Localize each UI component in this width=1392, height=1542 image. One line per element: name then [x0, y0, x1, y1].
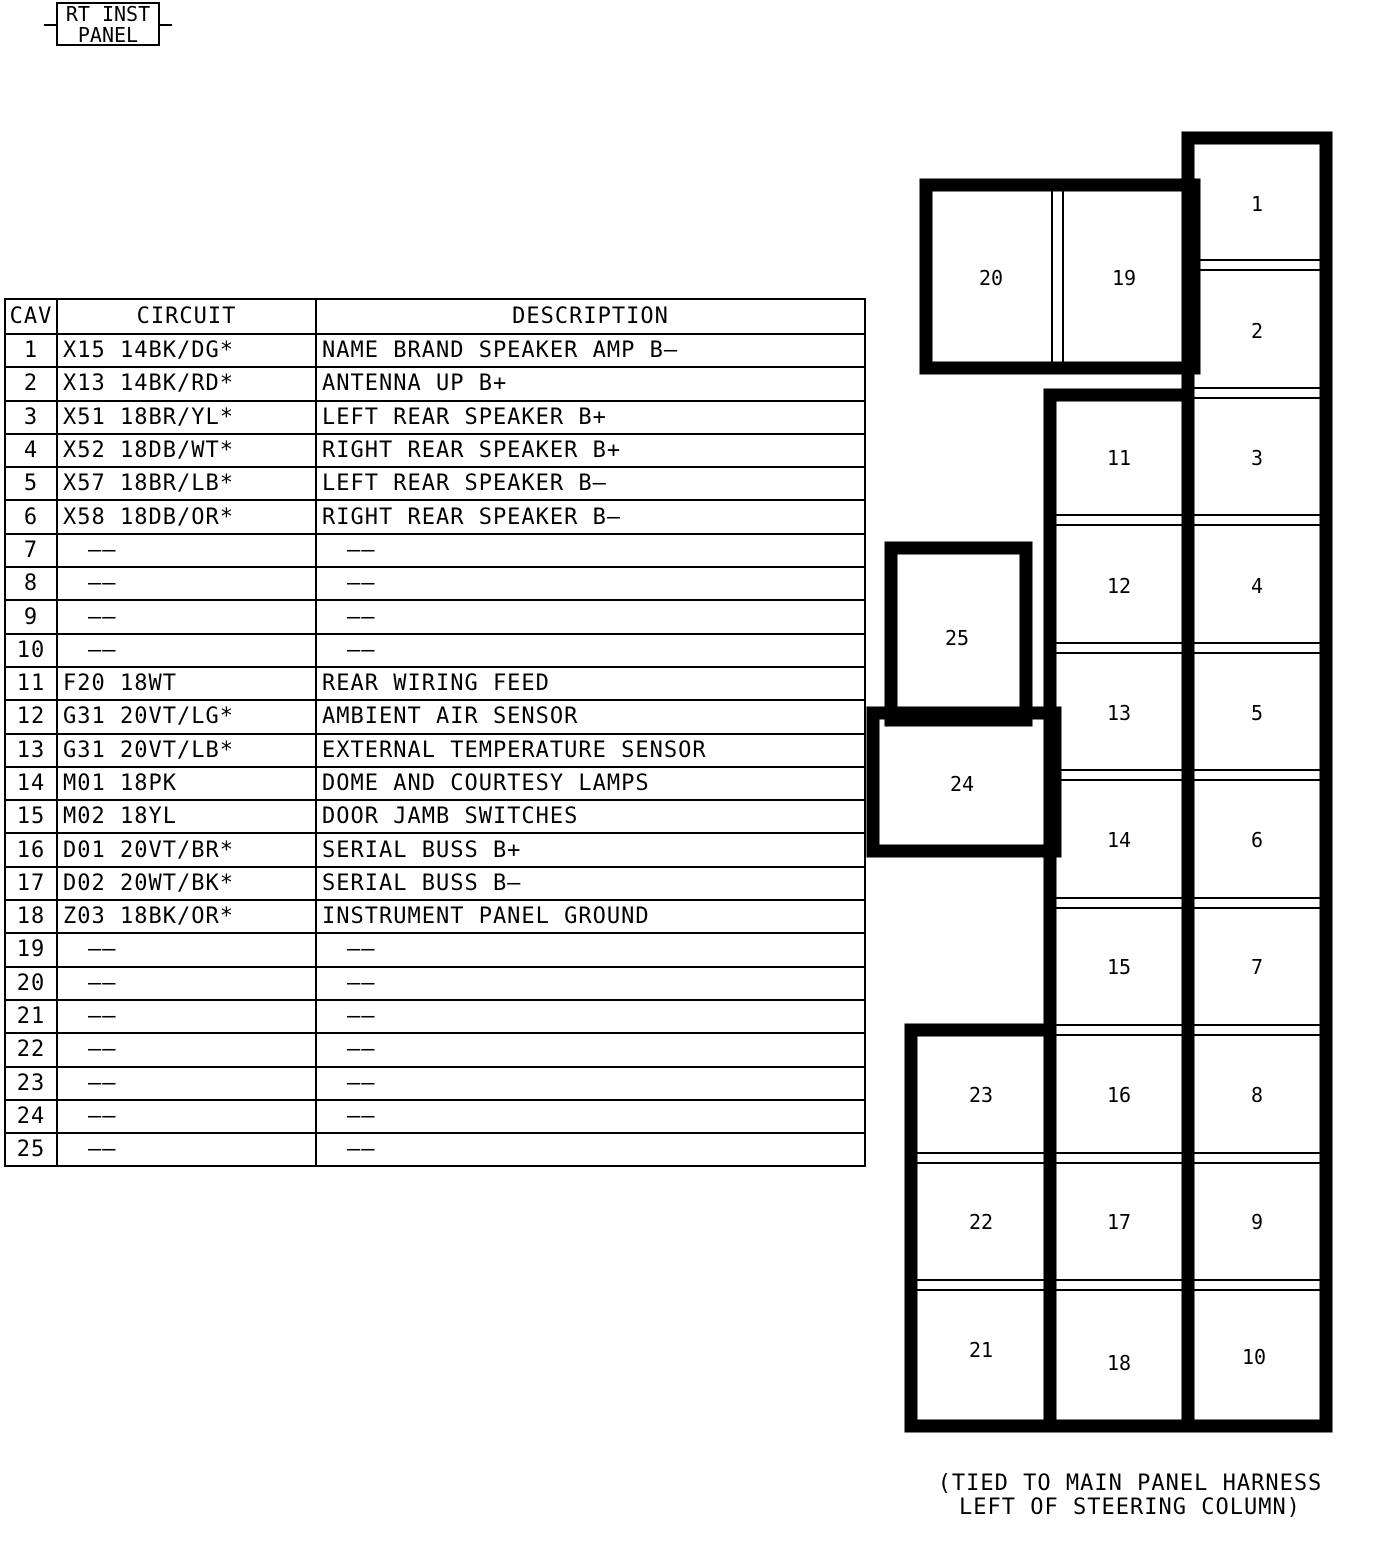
- table-row: [5, 767, 865, 800]
- cavity-label-22: 22: [968, 1210, 994, 1234]
- table-row: [5, 900, 865, 933]
- description-cell: AMBIENT AIR SENSOR: [316, 700, 865, 733]
- circuit-cell: X58 18DB/OR*: [57, 500, 316, 533]
- cavity-label-19: 19: [1111, 266, 1137, 290]
- cavity-label-18: 18: [1106, 1351, 1132, 1375]
- table-row: [5, 867, 865, 900]
- cav-cell: 4: [5, 434, 57, 467]
- circuit-cell: ——: [57, 1000, 316, 1033]
- cav-cell: 11: [5, 667, 57, 700]
- description-cell: NAME BRAND SPEAKER AMP B—: [316, 334, 865, 367]
- cav-cell: 17: [5, 867, 57, 900]
- cav-cell: 15: [5, 800, 57, 833]
- description-cell: DOME AND COURTESY LAMPS: [316, 767, 865, 800]
- circuit-cell: ——: [57, 634, 316, 667]
- description-cell: ——: [316, 933, 865, 966]
- cavity-label-6: 6: [1250, 828, 1264, 852]
- table-row: [5, 1067, 865, 1100]
- description-cell: EXTERNAL TEMPERATURE SENSOR: [316, 734, 865, 767]
- description-cell: ANTENNA UP B+: [316, 367, 865, 400]
- table-row: [5, 600, 865, 633]
- cavity-label-3: 3: [1250, 446, 1264, 470]
- circuit-cell: D01 20VT/BR*: [57, 833, 316, 866]
- cavity-label-5: 5: [1250, 701, 1264, 725]
- table-row: [5, 334, 865, 367]
- circuit-cell: ——: [57, 600, 316, 633]
- cav-cell: 2: [5, 367, 57, 400]
- cavity-label-25: 25: [944, 626, 970, 650]
- circuit-cell: F20 18WT: [57, 667, 316, 700]
- description-cell: SERIAL BUSS B+: [316, 833, 865, 866]
- description-cell: REAR WIRING FEED: [316, 667, 865, 700]
- circuit-cell: M01 18PK: [57, 767, 316, 800]
- cavity-label-20: 20: [978, 266, 1004, 290]
- table-row: [5, 667, 865, 700]
- cav-cell: 5: [5, 467, 57, 500]
- description-cell: ——: [316, 534, 865, 567]
- table-row: [5, 967, 865, 1000]
- table-row: [5, 367, 865, 400]
- table-row: [5, 1133, 865, 1166]
- description-cell: ——: [316, 1033, 865, 1066]
- table-row: [5, 634, 865, 667]
- circuit-cell: ——: [57, 1100, 316, 1133]
- cav-cell: 1: [5, 334, 57, 367]
- cavity-label-15: 15: [1106, 955, 1132, 979]
- description-cell: ——: [316, 1133, 865, 1166]
- circuit-cell: D02 20WT/BK*: [57, 867, 316, 900]
- description-cell: INSTRUMENT PANEL GROUND: [316, 900, 865, 933]
- harness-note: [930, 1472, 1330, 1520]
- cavity-label-13: 13: [1106, 701, 1132, 725]
- description-cell: ——: [316, 1067, 865, 1100]
- description-cell: SERIAL BUSS B—: [316, 867, 865, 900]
- description-cell: ——: [316, 1000, 865, 1033]
- cavity-label-7: 7: [1250, 955, 1264, 979]
- cav-cell: 22: [5, 1033, 57, 1066]
- cav-cell: 14: [5, 767, 57, 800]
- table-row: [5, 734, 865, 767]
- cav-cell: 21: [5, 1000, 57, 1033]
- cavity-label-1: 1: [1250, 192, 1264, 216]
- cav-cell: 25: [5, 1133, 57, 1166]
- cavity-label-21: 21: [968, 1338, 994, 1362]
- description-cell: LEFT REAR SPEAKER B+: [316, 401, 865, 434]
- note-line2: LEFT OF STEERING COLUMN): [959, 1495, 1301, 1520]
- description-cell: RIGHT REAR SPEAKER B+: [316, 434, 865, 467]
- cav-cell: 10: [5, 634, 57, 667]
- description-cell: DOOR JAMB SWITCHES: [316, 800, 865, 833]
- cav-cell: 20: [5, 967, 57, 1000]
- cav-cell: 19: [5, 933, 57, 966]
- circuit-cell: M02 18YL: [57, 800, 316, 833]
- pinout-table: [4, 298, 866, 1167]
- cav-cell: 18: [5, 900, 57, 933]
- table-row: [5, 700, 865, 733]
- connector-label-line2: PANEL: [77, 23, 139, 47]
- connector-face-diagram: [860, 125, 1350, 1445]
- cavity-dividers: [917, 191, 1320, 1290]
- label-lead-right: [160, 24, 172, 26]
- table-row: [5, 534, 865, 567]
- circuit-cell: Z03 18BK/OR*: [57, 900, 316, 933]
- description-cell: ——: [316, 600, 865, 633]
- cavity-label-14: 14: [1106, 828, 1132, 852]
- description-cell: ——: [316, 967, 865, 1000]
- table-row: [5, 1100, 865, 1133]
- circuit-cell: ——: [57, 1067, 316, 1100]
- cav-cell: 3: [5, 401, 57, 434]
- outline-middle-column: [1050, 395, 1188, 1426]
- description-cell: LEFT REAR SPEAKER B—: [316, 467, 865, 500]
- cav-cell: 8: [5, 567, 57, 600]
- outline-top-block: [926, 185, 1194, 368]
- cav-cell: 6: [5, 500, 57, 533]
- cavity-label-12: 12: [1106, 574, 1132, 598]
- table-row: [5, 933, 865, 966]
- cavity-label-23: 23: [968, 1083, 994, 1107]
- cavity-label-10: 10: [1241, 1345, 1267, 1369]
- table-row: [5, 833, 865, 866]
- circuit-cell: X15 14BK/DG*: [57, 334, 316, 367]
- description-cell: RIGHT REAR SPEAKER B—: [316, 500, 865, 533]
- cav-cell: 24: [5, 1100, 57, 1133]
- cav-cell: 9: [5, 600, 57, 633]
- table-row: [5, 500, 865, 533]
- connector-label: [56, 2, 160, 46]
- table-row: [5, 401, 865, 434]
- table-body: [5, 334, 865, 1166]
- circuit-cell: X51 18BR/YL*: [57, 401, 316, 434]
- connector-label-line1: RT INST: [65, 2, 151, 26]
- circuit-cell: X52 18DB/WT*: [57, 434, 316, 467]
- cavity-label-16: 16: [1106, 1083, 1132, 1107]
- circuit-cell: ——: [57, 1133, 316, 1166]
- cav-cell: 7: [5, 534, 57, 567]
- cavity-label-17: 17: [1106, 1210, 1132, 1234]
- cavity-label-9: 9: [1250, 1210, 1264, 1234]
- circuit-cell: ——: [57, 567, 316, 600]
- cavity-label-4: 4: [1250, 574, 1264, 598]
- note-line1: (TIED TO MAIN PANEL HARNESS: [937, 1471, 1323, 1496]
- circuit-cell: ——: [57, 967, 316, 1000]
- cavity-label-2: 2: [1250, 319, 1264, 343]
- cavity-label-8: 8: [1250, 1083, 1264, 1107]
- table-row: [5, 1000, 865, 1033]
- cav-cell: 23: [5, 1067, 57, 1100]
- cav-cell: 12: [5, 700, 57, 733]
- cav-cell: 16: [5, 833, 57, 866]
- description-cell: ——: [316, 1100, 865, 1133]
- cav-cell: 13: [5, 734, 57, 767]
- circuit-cell: ——: [57, 1033, 316, 1066]
- circuit-cell: ——: [57, 933, 316, 966]
- table-row: [5, 1033, 865, 1066]
- circuit-cell: X57 18BR/LB*: [57, 467, 316, 500]
- table-row: [5, 434, 865, 467]
- circuit-cell: ——: [57, 534, 316, 567]
- cavity-label-11: 11: [1106, 446, 1132, 470]
- description-cell: ——: [316, 567, 865, 600]
- circuit-cell: X13 14BK/RD*: [57, 367, 316, 400]
- header-description: DESCRIPTION: [316, 299, 865, 334]
- header-cav: CAV: [5, 299, 57, 334]
- table-row: [5, 800, 865, 833]
- label-lead-left: [44, 24, 56, 26]
- description-cell: ——: [316, 634, 865, 667]
- table-row: [5, 567, 865, 600]
- circuit-cell: G31 20VT/LB*: [57, 734, 316, 767]
- table-header-row: [5, 299, 865, 334]
- circuit-cell: G31 20VT/LG*: [57, 700, 316, 733]
- table-row: [5, 467, 865, 500]
- cavity-label-24: 24: [949, 772, 975, 796]
- header-circuit: CIRCUIT: [57, 299, 316, 334]
